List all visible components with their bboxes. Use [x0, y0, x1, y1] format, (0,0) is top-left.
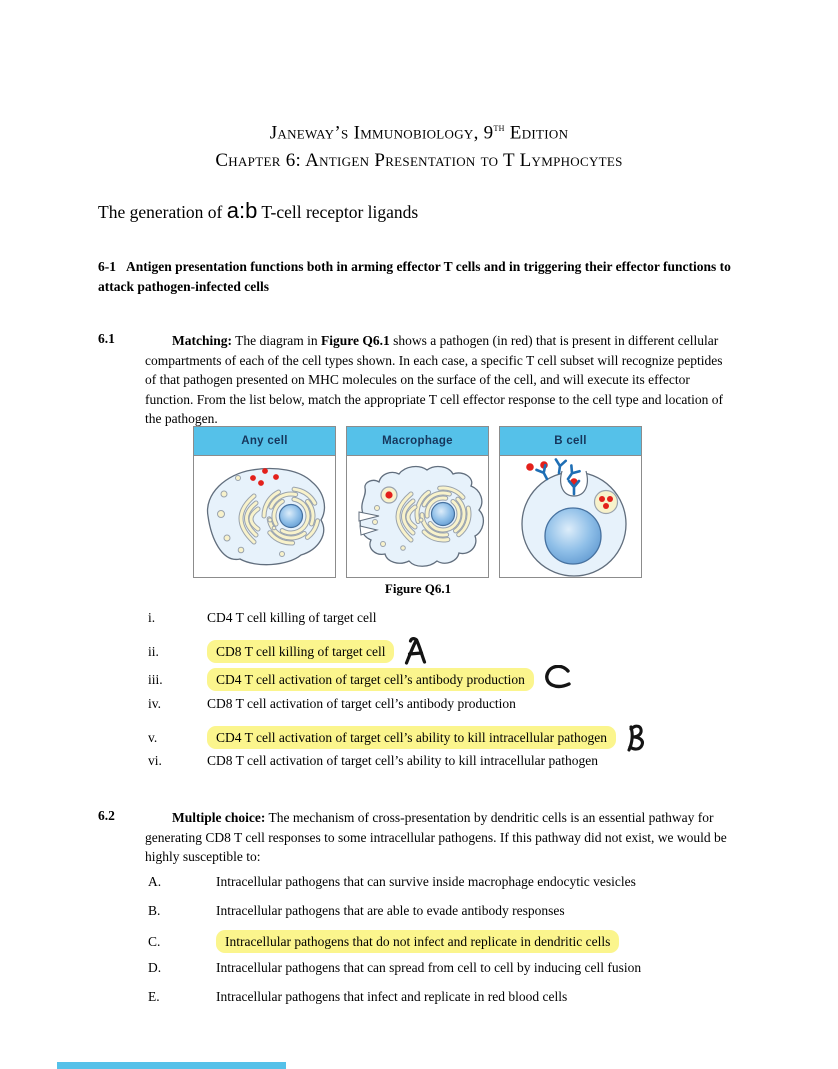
panel-header-macrophage: Macrophage: [347, 427, 488, 456]
alpha-beta-symbol: a:b: [226, 198, 258, 223]
title-line-1: Janeway’s Immunobiology, 9th Edition: [269, 122, 569, 144]
list-item-text: CD4 T cell killing of target cell: [207, 610, 377, 625]
list-item-ii: ii. CD8 T cell killing of target cell: [148, 637, 428, 665]
handwritten-letter-a: [403, 637, 428, 665]
option-text: Intracellular pathogens that infect and replicate in red blood cells: [216, 989, 568, 1004]
pathogen-dot: [385, 491, 392, 498]
nucleus: [432, 503, 455, 526]
list-item-iv: iv. CD8 T cell activation of target cell’s antibody production: [148, 696, 516, 711]
figure-panel-macrophage: [346, 426, 489, 578]
option-e: E. Intracellular pathogens that infect and replicate in red blood cells: [148, 989, 568, 1004]
chapter-heading: The generation of a:b T-cell receptor ligands: [98, 198, 419, 223]
document-title: [0, 115, 838, 174]
question-6-2-text: Multiple choice: The mechanism of cross-presentation by dendritic cells is an essential pathway for generating CD8 T cell responses to some intracellular pathogens. If this pathway did not exist, we would be highly susceptible to:: [145, 810, 727, 865]
highlighted-list-item-text: CD8 T cell killing of target cell: [207, 640, 394, 663]
title-line-2: Chapter 6: Antigen Presentation to T Lymphocytes: [215, 149, 623, 171]
panel-header-any-cell: Any cell: [194, 427, 335, 456]
option-text: Intracellular pathogens that can spread from cell to cell by inducing cell fusion: [216, 960, 642, 975]
question-number-6-1: 6.1: [98, 331, 115, 346]
nucleus: [280, 505, 303, 528]
list-item-iii: iii. CD4 T cell activation of target cell’s antibody production: [148, 665, 571, 693]
list-item-v: v. CD4 T cell activation of target cell’s ability to kill intracellular pathogen: [148, 723, 649, 751]
highlighted-list-item-text: CD4 T cell activation of target cell’s ability to kill intracellular pathogen: [207, 726, 616, 749]
option-b: B. Intracellular pathogens that are able to evade antibody responses: [148, 903, 565, 918]
list-item-vi: vi. CD8 T cell activation of target cell’s ability to kill intracellular pathogen: [148, 753, 599, 768]
list-item-i: i. CD4 T cell killing of target cell: [148, 610, 377, 625]
b-cell-illustration: [500, 456, 641, 578]
question-number-6-2: 6.2: [98, 808, 115, 823]
figure-caption: Figure Q6.1: [384, 581, 452, 596]
handwritten-letter-c: [543, 665, 571, 693]
panel-header-b-cell: B cell: [500, 427, 641, 456]
option-d: D. Intracellular pathogens that can spread from cell to cell by inducing cell fusion: [148, 960, 642, 975]
figure-panel-b-cell: [499, 426, 642, 578]
figure-panel-any-cell: [193, 426, 336, 578]
option-text: Intracellular pathogens that are able to evade antibody responses: [216, 903, 565, 918]
figure-reference: Figure Q6.1: [320, 333, 390, 348]
question-6-1-text: Matching: The diagram in Figure Q6.1 shows a pathogen (in red) that is present in different cellular compartments of each of the cell types shown. In each case, a specific T cell subset will recognize peptides of that pathogen presented on MHC molecules on the surface of the cell, and will execute its effector function. From the list below, match the appropriate T cell effector response to the cell type and location of the pathogen.: [145, 333, 723, 427]
macrophage-illustration: [347, 456, 488, 578]
any-cell-illustration: [194, 456, 335, 578]
highlighted-list-item-text: CD4 T cell activation of target cell’s antibody production: [207, 668, 534, 691]
option-text: Intracellular pathogens that can survive inside macrophage endocytic vesicles: [216, 874, 636, 889]
handwritten-letter-b: [625, 723, 649, 751]
vesicle-with-pathogens: [595, 491, 618, 514]
superscript-th: th: [493, 122, 505, 134]
section-number: 6-1: [98, 259, 116, 274]
highlighted-option-text: Intracellular pathogens that do not infect and replicate in dendritic cells: [216, 930, 619, 953]
list-item-text: CD8 T cell activation of target cell’s ability to kill intracellular pathogen: [207, 753, 599, 768]
multiple-choice-label: Multiple choice:: [172, 810, 266, 825]
option-a: A. Intracellular pathogens that can survive inside macrophage endocytic vesicles: [148, 874, 636, 889]
partial-figure-header-bar: [57, 1062, 286, 1069]
matching-label: Matching:: [172, 333, 232, 348]
section-heading: 6-1 Antigen presentation functions both in arming effector T cells and in triggering their effector functions to attack pathogen-infected cells: [98, 259, 731, 294]
list-item-text: CD8 T cell activation of target cell’s antibody production: [207, 696, 516, 711]
option-c: C. Intracellular pathogens that do not infect and replicate in dendritic cells: [148, 930, 619, 953]
figure-q6-1: [193, 426, 643, 578]
nucleus: [545, 508, 601, 564]
